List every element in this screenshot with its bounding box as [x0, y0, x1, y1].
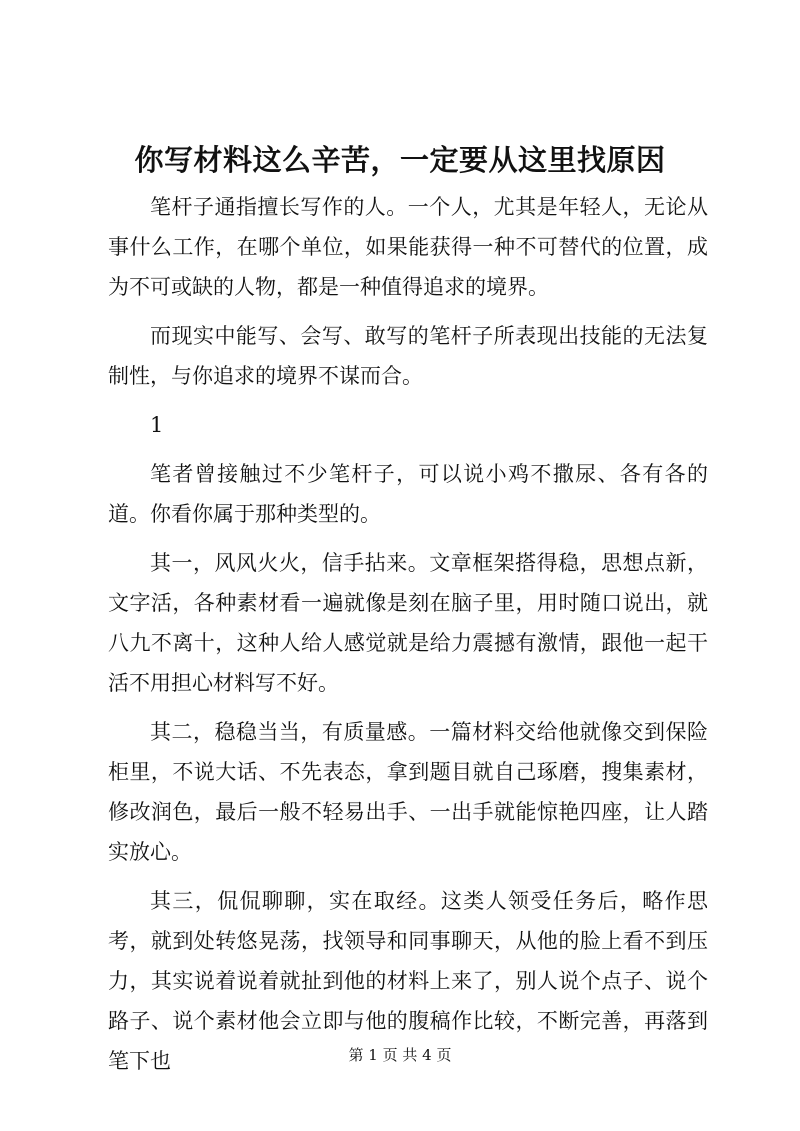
paragraph: 其一，风风火火，信手拈来。文章框架搭得稳，思想点新，文字活，各种素材看一遍就像是刻在脑子里，用时随口说出，就八九不离十，这种人给人感觉就是给力震撼有激情，跟他一起干活不用担心材料写不好。: [108, 551, 708, 695]
section-number: 1: [150, 413, 164, 437]
paragraph: 笔杆子通指擅长写作的人。一个人，尤其是年轻人，无论从事什么工作，在哪个单位，如果能获得一种不可替代的位置，成为不可或缺的人物，都是一种值得追求的境界。: [108, 195, 708, 299]
paragraph: 笔者曾接触过不少笔杆子，可以说小鸡不撒尿、各有各的道。你看你属于那种类型的。: [108, 462, 708, 526]
paragraph: 其三，侃侃聊聊，实在取经。这类人领受任务后，略作思考，就到处转悠晃荡，找领导和同事聊天，从他的脸上看不到压力，其实说着说着就扯到他的材料上来了，别人说个点子、说个路子、说个素材他会立即与他的腹稿作比较，不断完善，再落到笔下也: [108, 889, 708, 1073]
page-footer: 第 1 页 共 4 页: [348, 1046, 452, 1064]
paragraph: 其二，稳稳当当，有质量感。一篇材料交给他就像交到保险柜里，不说大话、不先表态，拿到题目就自己琢磨，搜集素材，修改润色，最后一般不轻易出手、一出手就能惊艳四座，让人踏实放心。: [108, 720, 708, 864]
document-title: 你写材料这么辛苦，一定要从这里找原因: [134, 143, 666, 177]
paragraph: 而现实中能写、会写、敢写的笔杆子所表现出技能的无法复制性，与你追求的境界不谋而合。: [108, 324, 708, 388]
document-body: [108, 187, 708, 1090]
